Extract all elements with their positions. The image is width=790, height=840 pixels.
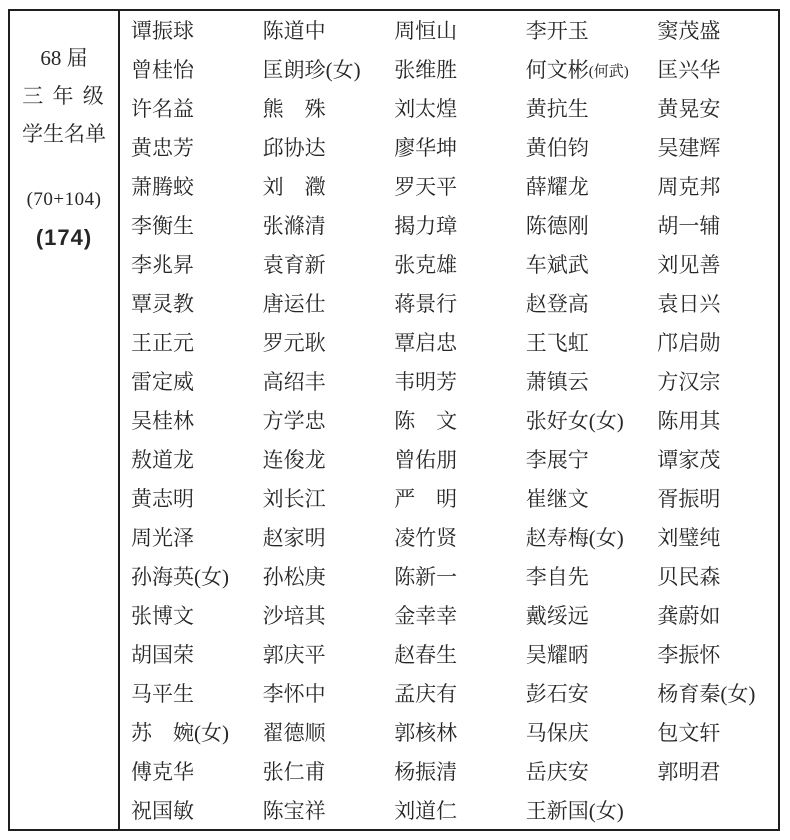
- roster-grid: [120, 11, 778, 829]
- student-name: 黄晃安: [657, 97, 721, 122]
- student-name: 刘道仁: [394, 798, 458, 823]
- student-name: 严 明: [394, 486, 458, 511]
- student-name: 吴桂林: [131, 408, 194, 433]
- student-name: 郭庆平: [262, 642, 326, 667]
- student-name: 孙松庚: [262, 564, 326, 589]
- student-name: 杨育秦(女): [657, 681, 756, 706]
- student-name: 周恒山: [394, 19, 458, 44]
- student-count-breakdown: (70+104): [26, 189, 102, 210]
- student-name: 赵登高: [525, 292, 589, 317]
- student-name: 萧镇云: [525, 370, 589, 395]
- student-name: 陈用其: [657, 408, 721, 433]
- student-name: 周克邦: [657, 175, 721, 200]
- student-name: 薛耀龙: [525, 175, 589, 200]
- student-name: 祝国敏: [131, 798, 194, 823]
- student-name: 蒋景行: [394, 292, 458, 317]
- student-name: 李展宁: [525, 447, 589, 472]
- student-name: 陈道中: [262, 19, 326, 44]
- student-name: 胡一辅: [657, 214, 721, 239]
- student-name: 马平生: [131, 681, 194, 706]
- student-name: 崔继文: [525, 486, 589, 511]
- grade-label: 三 年 级: [22, 84, 106, 108]
- student-name: 黄忠芳: [131, 136, 194, 161]
- student-name: 陈新一: [394, 564, 458, 589]
- student-name: 王飞虹: [525, 331, 589, 356]
- student-name: 袁日兴: [657, 292, 721, 317]
- student-name: 包文轩: [657, 720, 721, 745]
- student-name: 傅克华: [131, 759, 194, 784]
- student-name: 熊 殊: [262, 97, 326, 122]
- student-name: 彭石安: [525, 681, 589, 706]
- student-name: 覃启忠: [394, 331, 458, 356]
- student-name: 胡国荣: [131, 642, 194, 667]
- student-name: 方汉宗: [657, 370, 721, 395]
- student-name: 车斌武: [525, 253, 589, 278]
- student-name: 张博文: [131, 603, 194, 628]
- student-name: 李振怀: [657, 642, 721, 667]
- student-name: 雷定威: [131, 370, 194, 395]
- student-name: 戴绥远: [525, 603, 589, 628]
- student-name: 龚蔚如: [657, 603, 721, 628]
- student-name: [515, 50, 647, 89]
- student-name: 邝启勋: [657, 331, 721, 356]
- student-name: 苏 婉(女): [131, 720, 229, 745]
- roster-header-cell: [10, 11, 120, 829]
- student-name: 唐运仕: [262, 292, 326, 317]
- class-year-label: 68 届: [40, 46, 88, 70]
- student-name: 王正元: [131, 331, 194, 356]
- student-name: 李怀中: [262, 681, 326, 706]
- student-name: 韦明芳: [394, 370, 458, 395]
- student-name: 方学忠: [262, 408, 326, 433]
- student-name: 杨振清: [394, 759, 458, 784]
- student-name: 李衡生: [131, 214, 194, 239]
- student-roster-table: [8, 9, 780, 831]
- student-name: 孟庆有: [394, 681, 458, 706]
- student-name: 李自先: [525, 564, 589, 589]
- student-name: 揭力璋: [394, 214, 458, 239]
- student-name: 周光泽: [131, 525, 194, 550]
- student-name: 凌竹贤: [394, 525, 458, 550]
- student-name: 邱协达: [262, 136, 326, 161]
- student-name: 吴建辉: [657, 136, 721, 161]
- student-name: 岳庆安: [525, 759, 589, 784]
- student-count-total: (174): [35, 225, 93, 250]
- student-name: 翟德顺: [262, 720, 326, 745]
- student-name: 覃灵教: [131, 292, 194, 317]
- student-name: 金幸幸: [394, 603, 458, 628]
- student-name: 吴耀昞: [525, 642, 589, 667]
- student-name: 张好女(女): [525, 408, 624, 433]
- student-name: 匡兴华: [657, 58, 721, 83]
- student-name: 萧腾蛟: [131, 175, 194, 200]
- student-name: 刘 瀓: [262, 175, 326, 200]
- student-name: 陈 文: [394, 408, 458, 433]
- student-name: 王新国(女): [525, 798, 624, 823]
- student-name: 沙培其: [262, 603, 326, 628]
- student-name: 窦茂盛: [657, 19, 721, 44]
- student-name: 高绍丰: [262, 370, 326, 395]
- student-name: 张仁甫: [262, 759, 326, 784]
- student-name: 张维胜: [394, 58, 458, 83]
- student-name: 曾佑朋: [394, 447, 458, 472]
- student-name: 敖道龙: [131, 447, 194, 472]
- student-name: 刘见善: [657, 253, 721, 278]
- student-name: 胥振明: [657, 486, 721, 511]
- student-name: 连俊龙: [262, 447, 326, 472]
- student-name: 刘太煌: [394, 97, 458, 122]
- student-name: 李兆昇: [131, 253, 194, 278]
- student-name: 张克雄: [394, 253, 458, 278]
- student-name: 刘璧纯: [657, 525, 721, 550]
- student-name: 马保庆: [525, 720, 589, 745]
- student-name: 陈德刚: [525, 214, 589, 239]
- student-name: 赵春生: [394, 642, 458, 667]
- student-name: 李开玉: [525, 19, 589, 44]
- student-name: 许名益: [131, 97, 194, 122]
- student-name: 黄抗生: [525, 97, 589, 122]
- student-name: 赵家明: [262, 525, 326, 550]
- student-name: 罗元耿: [262, 331, 326, 356]
- student-name-note: (何武): [588, 64, 629, 81]
- student-name: 刘长江: [262, 486, 326, 511]
- student-name: 郭核林: [394, 720, 458, 745]
- student-name: 谭振球: [131, 19, 194, 44]
- student-name-text: 何文彬: [525, 58, 589, 83]
- roster-title-label: 学生名单: [22, 122, 106, 146]
- student-name: 袁育新: [262, 253, 326, 278]
- student-name: 廖华坤: [394, 136, 458, 161]
- student-name: [646, 790, 778, 829]
- student-name: 贝民森: [657, 564, 721, 589]
- student-name: 赵寿梅(女): [525, 525, 624, 550]
- student-name: 陈宝祥: [262, 798, 326, 823]
- student-name: 张滌清: [262, 214, 326, 239]
- student-name: 谭家茂: [657, 447, 721, 472]
- student-name: 孙海英(女): [131, 564, 229, 589]
- student-name: 匡朗珍(女): [262, 58, 361, 83]
- student-name: 黄伯钧: [525, 136, 589, 161]
- student-name: 郭明君: [657, 759, 721, 784]
- student-name: 曾桂怡: [131, 58, 194, 83]
- student-name: 黄志明: [131, 486, 194, 511]
- student-name: 罗天平: [394, 175, 458, 200]
